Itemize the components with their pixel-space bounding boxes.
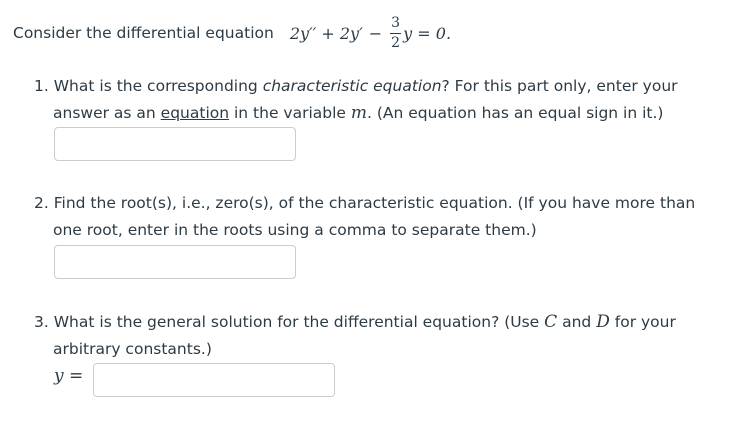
question-2-number: 2.	[34, 194, 49, 212]
question-2-line2: one root, enter in the roots using a comma to separate them.)	[53, 221, 537, 239]
question-3-answer-input[interactable]	[94, 364, 334, 396]
question-2-answer-field[interactable]	[54, 245, 296, 279]
question-1-variable: m	[350, 103, 367, 123]
fraction-numerator: 3	[391, 15, 401, 31]
question-1-line2-b: in the variable	[229, 104, 351, 122]
problem-statement	[13, 8, 451, 58]
equation-rhs: y = 0.	[403, 23, 452, 43]
question-3-var-c: C	[544, 312, 558, 332]
question-1-underlined: equation	[160, 104, 230, 122]
question-2	[34, 190, 724, 244]
fraction-denominator: 2	[391, 35, 401, 51]
question-1-answer-input[interactable]	[55, 128, 295, 160]
question-2-answer-input[interactable]	[55, 246, 295, 278]
equation-lhs: 2y′′ + 2y′	[289, 23, 363, 43]
question-2-line1: Find the root(s), i.e., zero(s), of the characteristic equation. (If you have more than	[53, 194, 696, 212]
question-1	[34, 73, 724, 127]
question-1-line2-a: answer as an	[53, 104, 161, 122]
fraction-bar	[390, 33, 401, 34]
question-3-line1-a: What is the general solution for the differential equation? (Use	[53, 313, 545, 331]
question-3-answer-field[interactable]	[93, 363, 335, 397]
fraction	[390, 15, 401, 51]
question-1-answer-field[interactable]	[54, 127, 296, 161]
question-3-answer-label: y =	[54, 366, 84, 386]
question-3-var-d: D	[596, 312, 610, 332]
question-1-emphasis: characteristic equation	[262, 77, 442, 95]
question-3-line1-b: and	[557, 313, 597, 331]
differential-equation	[290, 15, 451, 51]
equation-minus: −	[368, 23, 383, 43]
question-3-number: 3.	[34, 313, 49, 331]
intro-text: Consider the differential equation	[13, 24, 274, 42]
question-1-text-a: What is the corresponding	[53, 77, 263, 95]
question-3	[34, 309, 724, 363]
question-3-line1-c: for your	[609, 313, 676, 331]
question-1-line2-c: . (An equation has an equal sign in it.)	[367, 104, 664, 122]
question-3-line2: arbitrary constants.)	[53, 340, 212, 358]
question-1-number: 1.	[34, 77, 49, 95]
question-1-text-b: ? For this part only, enter your	[441, 77, 678, 95]
